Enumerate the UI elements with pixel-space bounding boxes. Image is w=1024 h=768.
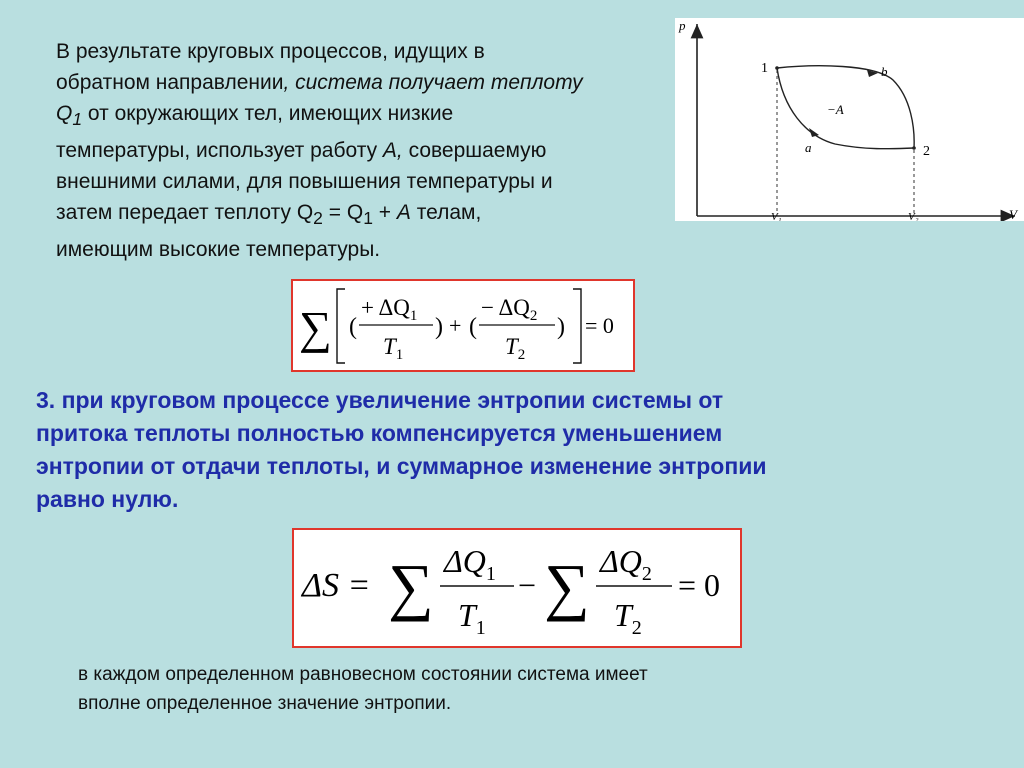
eq2-delta-s: ΔS = xyxy=(302,567,371,604)
pv-diagram xyxy=(675,18,1024,221)
statement-line-4: равно нулю. xyxy=(36,486,179,512)
intro-q1-sub: 1 xyxy=(72,109,83,130)
intro-line-5: внешними силами, для повышения температуры и xyxy=(56,170,553,194)
eq1-equals-zero: = 0 xyxy=(585,313,614,338)
equation-1-box xyxy=(291,279,635,372)
eq2-den1: $T_1$ xyxy=(458,597,486,639)
intro-q1-symbol: Q xyxy=(56,102,73,125)
curve-b xyxy=(777,66,914,148)
intro-line-2 xyxy=(56,67,666,98)
intro-comma: , система получает теплоту xyxy=(283,71,583,94)
point-2-label: 2 xyxy=(923,144,930,159)
intro-line-6 xyxy=(56,197,666,234)
eq1-paren-1: ( xyxy=(349,314,357,340)
intro-line-6d: телам, xyxy=(410,201,482,225)
curve-a-label: a xyxy=(805,140,812,155)
arrow-a-icon xyxy=(809,128,819,137)
pv-diagram-svg xyxy=(675,18,1024,221)
eq2-minus: − xyxy=(518,567,537,603)
statement-line-1: 3. при круговом процессе увеличение энтропии системы от xyxy=(36,387,724,413)
eq2-equals-zero: = 0 xyxy=(678,567,721,603)
equation-2 xyxy=(294,530,740,646)
eq1-paren-3: ( xyxy=(469,314,477,340)
statement-line-2: притока теплоты полностью компенсируется уменьшением xyxy=(36,420,723,446)
intro-paragraph xyxy=(56,36,666,265)
point-1 xyxy=(775,66,779,70)
eq2-den2: $T_2$ xyxy=(614,597,642,639)
p-axis-label: p xyxy=(679,18,686,33)
v-axis-label: V xyxy=(1009,207,1017,221)
intro-line-1: В результате круговых процессов, идущих в xyxy=(56,40,485,63)
eq2-num2: $\Delta Q_2$ xyxy=(600,543,652,585)
intro-line-4 xyxy=(56,135,666,166)
eq1-paren-4: ) xyxy=(557,314,565,340)
eq1-den1: $T_1$ xyxy=(383,334,404,363)
eq1-num2: − $\Delta Q_2$ xyxy=(481,295,538,324)
note-paragraph xyxy=(78,660,908,718)
eq1-plus: + xyxy=(449,313,462,338)
v1-label: V₁ xyxy=(771,211,782,221)
work-label: −A xyxy=(827,102,844,117)
intro-line-6c: + xyxy=(372,201,397,225)
intro-line-3 xyxy=(56,98,666,135)
v2-label: V₂ xyxy=(908,211,919,221)
intro-reverse-direction: обратном направлении xyxy=(56,71,284,94)
note-line-2: вполне определенное значение энтропии. xyxy=(78,693,452,714)
intro-line-4b: совершаемую xyxy=(402,139,547,163)
equation-2-box xyxy=(292,528,742,648)
note-line-1: в каждом определенном равновесном состоянии система имеет xyxy=(78,664,648,685)
intro-line-7: имеющим высокие температуры. xyxy=(56,238,381,262)
intro-line-6a: затем передает теплоту Q xyxy=(56,201,314,225)
eq2-sum-1: ∑ xyxy=(388,551,434,622)
intro-line-6b: = Q xyxy=(322,201,364,225)
statement-line-3: энтропии от отдачи теплоты, и суммарное изменение энтропии xyxy=(36,453,767,479)
point-2 xyxy=(912,146,916,150)
eq1-left-bracket xyxy=(337,289,345,363)
equation-1 xyxy=(293,281,633,370)
eq1-paren-2: ) xyxy=(435,314,443,340)
intro-work-symbol-2: А xyxy=(396,201,411,225)
eq2-sum-2: ∑ xyxy=(544,551,590,622)
eq1-right-bracket xyxy=(573,289,581,363)
eq1-sum: ∑ xyxy=(299,302,332,353)
eq1-num1: + $\Delta Q_1$ xyxy=(361,295,418,324)
point-1-label: 1 xyxy=(761,61,768,76)
intro-q2-sub: 2 xyxy=(313,208,323,229)
statement-3 xyxy=(36,384,996,516)
intro-line-3-text: от окружающих тел, имеющих низкие xyxy=(82,102,454,125)
eq2-num1: $\Delta Q_1$ xyxy=(444,543,496,585)
curve-b-label: b xyxy=(881,64,888,79)
intro-q1-sub-2: 1 xyxy=(363,208,373,229)
eq1-den2: $T_2$ xyxy=(505,334,526,363)
intro-work-symbol: А, xyxy=(382,139,403,163)
intro-line-4a: температуры, использует работу xyxy=(56,139,383,163)
